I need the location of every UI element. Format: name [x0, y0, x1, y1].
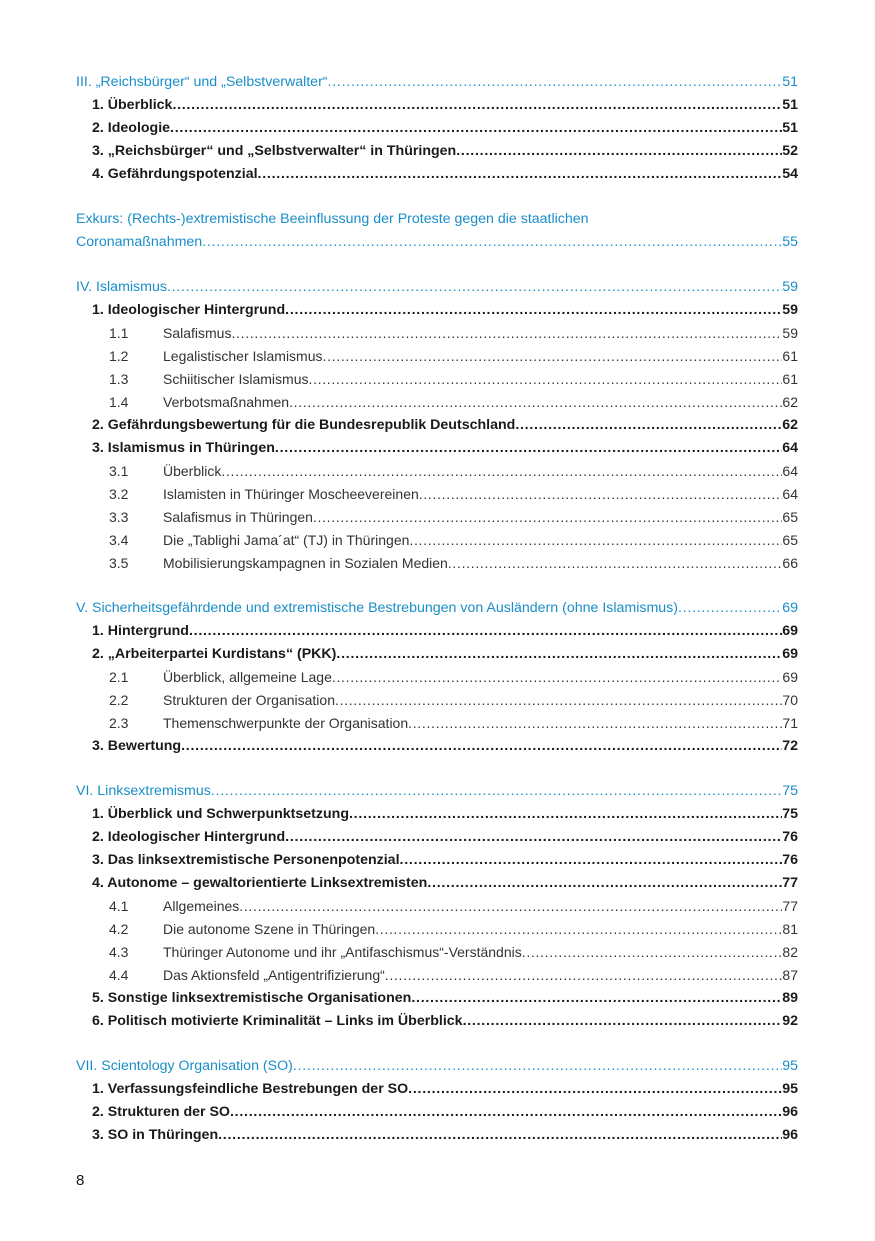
toc-entry[interactable]	[76, 1101, 798, 1124]
toc-entry-number: 4.1	[109, 898, 129, 914]
toc-page-number: 95	[782, 1081, 798, 1097]
toc-entry-title	[109, 552, 448, 575]
toc-entry-title	[109, 529, 409, 552]
toc-page-number: 59	[782, 279, 798, 295]
toc-entry-number: 4.4	[109, 967, 129, 983]
toc-entry-title: IV. Islamismus	[76, 279, 167, 295]
dot-leader	[167, 276, 782, 299]
toc-page-number: 64	[782, 486, 798, 502]
toc-entry[interactable]	[76, 620, 798, 643]
toc-entry-text: Schiitischer Islamismus	[163, 371, 309, 387]
dot-leader	[328, 71, 783, 94]
toc-page-number: 65	[782, 509, 798, 525]
toc-entry[interactable]	[76, 666, 798, 689]
toc-page-number: 72	[782, 738, 798, 754]
toc-entry[interactable]	[76, 345, 798, 368]
toc-page-number: 89	[782, 990, 798, 1006]
dot-leader	[239, 895, 782, 918]
toc-entry[interactable]	[76, 414, 798, 437]
toc-entry-text: Allgemeines	[163, 898, 240, 914]
toc-entry[interactable]	[76, 1124, 798, 1147]
toc-entry[interactable]	[76, 299, 798, 322]
toc-entry[interactable]	[76, 506, 798, 529]
dot-leader	[335, 689, 782, 712]
toc-page-number: 75	[782, 783, 798, 799]
toc-entry[interactable]	[76, 941, 798, 964]
toc-entry[interactable]	[76, 987, 798, 1010]
toc-entry-number: 1.2	[109, 348, 129, 364]
toc-entry[interactable]	[76, 276, 798, 299]
toc-entry-title: 4. Gefährdungspotenzial	[92, 166, 258, 182]
toc-entry-number: 3.5	[109, 555, 129, 571]
dot-leader	[419, 483, 783, 506]
toc-entry[interactable]	[76, 780, 798, 803]
dot-leader	[221, 460, 782, 483]
toc-entry-title: V. Sicherheitsgefährdende und extremistische Bestrebungen von Ausländern (ohne Islamismus)	[76, 600, 679, 616]
toc-entry[interactable]	[76, 964, 798, 987]
toc-entry-number: 2.1	[109, 669, 129, 685]
toc-entry-number: 1.4	[109, 394, 129, 410]
toc-page-number: 62	[782, 417, 798, 433]
toc-entry-title: 3. Islamismus in Thüringen	[92, 440, 275, 456]
dot-leader	[181, 735, 782, 758]
toc-page-number: 65	[782, 532, 798, 548]
toc-entry-title: 1. Hintergrund	[92, 623, 189, 639]
dot-leader	[456, 140, 782, 163]
toc-page-number: 76	[782, 829, 798, 845]
toc-entry-number: 3.4	[109, 532, 129, 548]
dot-leader	[189, 620, 782, 643]
toc-entry[interactable]	[76, 1010, 798, 1033]
toc-entry-text: Die „Tablighi Jama´at“ (TJ) in Thüringen	[163, 532, 410, 548]
dot-leader	[172, 94, 782, 117]
toc-page-number: 75	[782, 806, 798, 822]
toc-page-number: 51	[782, 74, 798, 90]
toc-entry[interactable]	[76, 1078, 798, 1101]
toc-page-number: 70	[782, 692, 798, 708]
toc-entry-title	[109, 322, 231, 345]
toc-page-number: 69	[782, 623, 798, 639]
toc-entry[interactable]	[76, 368, 798, 391]
toc-entry-number: 4.3	[109, 944, 129, 960]
dot-leader	[231, 322, 782, 345]
toc-entry-title: 3. SO in Thüringen	[92, 1127, 219, 1143]
toc-entry[interactable]	[76, 1055, 798, 1078]
toc-entry[interactable]	[76, 643, 798, 666]
dot-leader	[293, 1055, 782, 1078]
toc-entry-number: 1.3	[109, 371, 129, 387]
toc-page-number: 69	[782, 669, 798, 685]
toc-entry-title	[109, 895, 239, 918]
section-gap	[76, 575, 798, 597]
dot-leader	[463, 1010, 783, 1033]
toc-page-number: 96	[782, 1104, 798, 1120]
dot-leader	[258, 163, 783, 186]
dot-leader	[323, 345, 783, 368]
toc-entry[interactable]	[76, 391, 798, 414]
toc-entry[interactable]	[76, 140, 798, 163]
toc-entry-title: III. „Reichsbürger“ und „Selbstverwalter“	[76, 74, 328, 90]
toc-page-number: 55	[782, 234, 798, 250]
toc-entry-title: 1. Überblick	[92, 97, 173, 113]
toc-page-number: 69	[782, 600, 798, 616]
toc-entry[interactable]	[76, 826, 798, 849]
toc-page-number: 82	[782, 944, 798, 960]
toc-entry-title: 4. Autonome – gewaltorientierte Linksextremisten	[92, 875, 428, 891]
toc-entry-title: VII. Scientology Organisation (SO)	[76, 1058, 293, 1074]
toc-entry-title: 3. Das linksextremistische Personenpotenzial	[92, 852, 400, 868]
dot-leader	[408, 1078, 782, 1101]
toc-entry-title	[109, 345, 323, 368]
toc-page-number: 92	[782, 1013, 798, 1029]
toc-entry-title	[109, 368, 308, 391]
toc-entry[interactable]	[76, 735, 798, 758]
toc-entry-title: 1. Ideologischer Hintergrund	[92, 302, 286, 318]
toc-entry-title	[109, 506, 313, 529]
toc-entry[interactable]	[76, 689, 798, 712]
toc-entry-title	[109, 918, 375, 941]
toc-entry[interactable]	[76, 117, 798, 140]
section-gap	[76, 1033, 798, 1055]
toc-entry-title: Coronamaßnahmen	[76, 234, 203, 250]
toc-entry-title	[109, 483, 419, 506]
toc-page-number: 66	[782, 555, 798, 571]
dot-leader	[313, 506, 782, 529]
toc-entry-text: Salafismus	[163, 325, 232, 341]
toc-entry-number: 3.1	[109, 463, 129, 479]
toc-page-number: 62	[782, 394, 798, 410]
toc-page-number: 95	[782, 1058, 798, 1074]
toc-page-number: 81	[782, 921, 798, 937]
toc-entry[interactable]	[76, 322, 798, 345]
toc-page-number: 76	[782, 852, 798, 868]
toc-page-number: 61	[782, 348, 798, 364]
dot-leader	[332, 666, 783, 689]
dot-leader	[285, 299, 782, 322]
toc-entry-text: Islamisten in Thüringer Moscheevereinen	[163, 486, 419, 502]
toc-entry-text: Überblick, allgemeine Lage	[163, 669, 332, 685]
toc-page-number: 96	[782, 1127, 798, 1143]
toc-entry-title	[109, 941, 522, 964]
toc-entry-text: Salafismus in Thüringen	[163, 509, 313, 525]
toc-page-number: 64	[782, 440, 798, 456]
dot-leader	[285, 826, 782, 849]
toc-entry-text: Überblick	[163, 463, 222, 479]
toc-entry-title	[109, 964, 385, 987]
toc-page-number: 51	[782, 97, 798, 113]
toc-page-number: 71	[782, 715, 798, 731]
toc-entry[interactable]	[76, 849, 798, 872]
toc-page-number: 77	[782, 875, 798, 891]
dot-leader	[409, 529, 782, 552]
toc-entry-title: 5. Sonstige linksextremistische Organisationen	[92, 990, 412, 1006]
toc-entry-title	[109, 712, 408, 735]
toc-entry-number: 3.3	[109, 509, 129, 525]
dot-leader	[385, 964, 783, 987]
toc-entry-title: 1. Verfassungsfeindliche Bestrebungen der SO	[92, 1081, 409, 1097]
toc-entry-text: Themenschwerpunkte der Organisation	[163, 715, 409, 731]
dot-leader	[515, 414, 782, 437]
dot-leader	[349, 803, 782, 826]
toc-entry[interactable]	[76, 231, 798, 254]
dot-leader	[202, 231, 782, 254]
toc-page-number: 69	[782, 646, 798, 662]
toc-entry-text: Die autonome Szene in Thüringen	[163, 921, 376, 937]
toc-entry-title	[109, 689, 335, 712]
toc-page-number: 59	[782, 302, 798, 318]
toc-entry[interactable]	[76, 872, 798, 895]
section-gap	[76, 254, 798, 276]
dot-leader	[308, 368, 782, 391]
toc-entry-number: 3.2	[109, 486, 129, 502]
toc-entry-title: 6. Politisch motivierte Kriminalität – Links im Überblick	[92, 1013, 463, 1029]
table-of-contents	[76, 71, 798, 1147]
section-gap	[76, 186, 798, 208]
section-gap	[76, 758, 798, 780]
toc-entry-number: 4.2	[109, 921, 129, 937]
toc-entry[interactable]	[76, 895, 798, 918]
dot-leader	[427, 872, 782, 895]
toc-page-number: 54	[782, 166, 798, 182]
toc-page-number: 51	[782, 120, 798, 136]
toc-entry[interactable]	[76, 918, 798, 941]
toc-entry-title	[109, 460, 221, 483]
toc-entry[interactable]	[76, 208, 798, 231]
dot-leader	[170, 117, 782, 140]
toc-entry[interactable]	[76, 529, 798, 552]
toc-entry[interactable]	[76, 803, 798, 826]
dot-leader	[411, 987, 782, 1010]
toc-entry-title	[109, 666, 332, 689]
toc-entry-title: 1. Überblick und Schwerpunktsetzung	[92, 806, 349, 822]
toc-entry-number: 2.2	[109, 692, 129, 708]
toc-page-number: 52	[782, 143, 798, 159]
toc-entry-text: Thüringer Autonome und ihr „Antifaschismus“-Verständnis	[163, 944, 522, 960]
dot-leader	[230, 1101, 782, 1124]
toc-entry-title: 2. Ideologie	[92, 120, 171, 136]
toc-entry-number: 1.1	[109, 325, 129, 341]
toc-entry-title: 2. Gefährdungsbewertung für die Bundesrepublik Deutschland	[92, 417, 516, 433]
toc-entry[interactable]	[76, 483, 798, 506]
toc-entry-title: 2. Ideologischer Hintergrund	[92, 829, 286, 845]
page-number: 8	[76, 1172, 85, 1189]
toc-entry[interactable]	[76, 71, 798, 94]
toc-entry-text: Verbotsmaßnahmen	[163, 394, 290, 410]
toc-entry[interactable]	[76, 437, 798, 460]
dot-leader	[375, 918, 782, 941]
dot-leader	[522, 941, 783, 964]
toc-entry-title	[109, 391, 289, 414]
toc-entry-number: 2.3	[109, 715, 129, 731]
toc-entry-text: Das Aktionsfeld „Antigentrifizierung“	[163, 967, 385, 983]
toc-entry-text: Mobilisierungskampagnen in Sozialen Medien	[163, 555, 448, 571]
dot-leader	[289, 391, 782, 414]
dot-leader	[408, 712, 782, 735]
toc-entry[interactable]	[76, 163, 798, 186]
dot-leader	[400, 849, 783, 872]
toc-entry[interactable]	[76, 712, 798, 735]
toc-entry[interactable]	[76, 552, 798, 575]
toc-entry-title: Exkurs: (Rechts-)extremistische Beeinflussung der Proteste gegen die staatlichen	[76, 211, 589, 227]
toc-entry-title: 3. Bewertung	[92, 738, 182, 754]
toc-entry-title: 2. „Arbeiterpartei Kurdistans“ (PKK)	[92, 646, 337, 662]
toc-entry-title: 3. „Reichsbürger“ und „Selbstverwalter“ in Thüringen	[92, 143, 457, 159]
dot-leader	[336, 643, 782, 666]
toc-entry[interactable]	[76, 94, 798, 117]
dot-leader	[448, 552, 783, 575]
toc-entry-text: Legalistischer Islamismus	[163, 348, 323, 364]
dot-leader	[678, 597, 782, 620]
toc-page-number: 61	[782, 371, 798, 387]
toc-page-number: 87	[782, 967, 798, 983]
dot-leader	[275, 437, 782, 460]
toc-page-number: 59	[782, 325, 798, 341]
toc-entry-title: VI. Linksextremismus	[76, 783, 211, 799]
dot-leader	[211, 780, 782, 803]
toc-page-number: 64	[782, 463, 798, 479]
toc-entry-text: Strukturen der Organisation	[163, 692, 335, 708]
toc-entry[interactable]	[76, 597, 798, 620]
dot-leader	[218, 1124, 782, 1147]
toc-page-number: 77	[782, 898, 798, 914]
toc-entry[interactable]	[76, 460, 798, 483]
toc-entry-title: 2. Strukturen der SO	[92, 1104, 230, 1120]
